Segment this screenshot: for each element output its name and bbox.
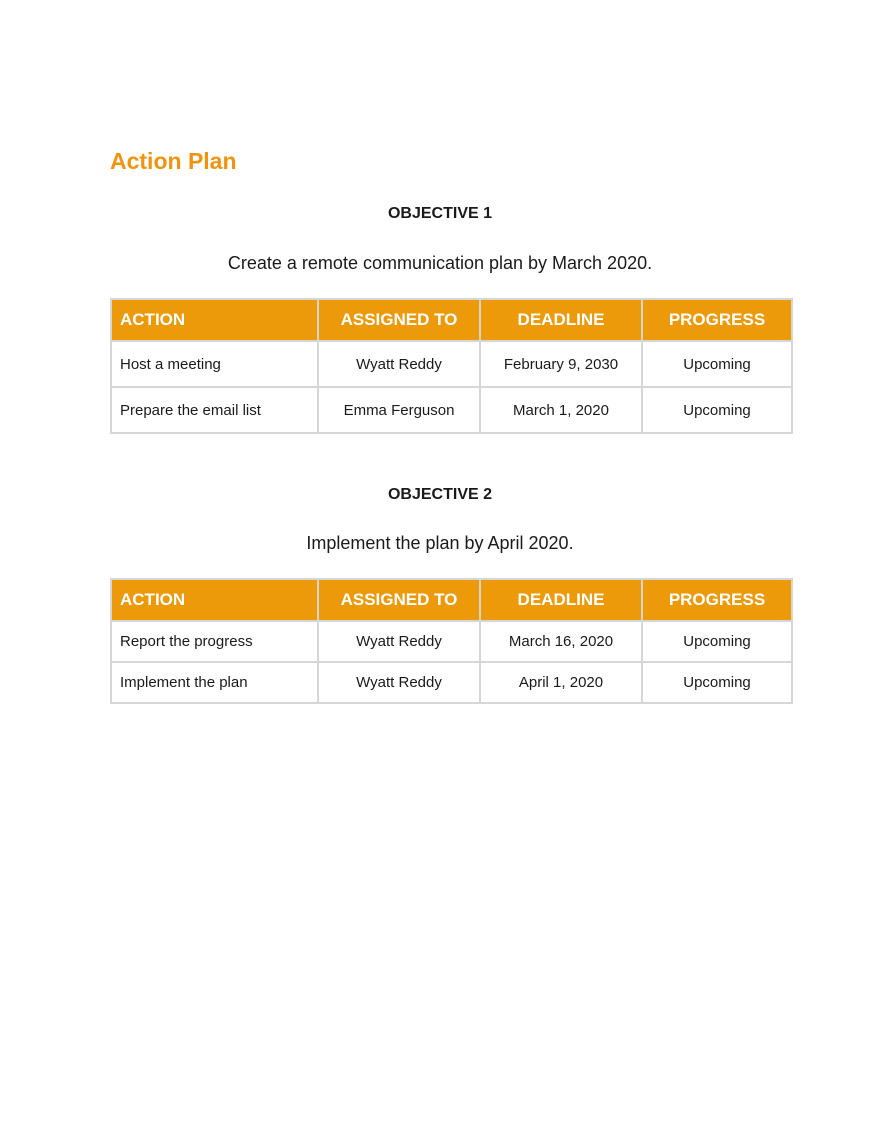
cell-progress: Upcoming [642, 387, 792, 433]
cell-deadline: February 9, 2030 [480, 341, 642, 387]
cell-deadline: April 1, 2020 [480, 662, 642, 703]
cell-assigned-to: Wyatt Reddy [318, 662, 480, 703]
header-assigned-to: ASSIGNED TO [318, 299, 480, 341]
header-action: ACTION [111, 579, 318, 621]
cell-assigned-to: Wyatt Reddy [318, 341, 480, 387]
page-title: Action Plan [110, 148, 237, 174]
cell-action: Implement the plan [111, 662, 318, 703]
objective-2-goal: Implement the plan by April 2020. [306, 533, 574, 553]
objective-1-table [110, 298, 793, 434]
cell-assigned-to: Emma Ferguson [318, 387, 480, 433]
cell-action: Report the progress [111, 621, 318, 662]
cell-progress: Upcoming [642, 341, 792, 387]
objective-1-goal: Create a remote communication plan by March 2020. [227, 253, 653, 273]
cell-assigned-to: Wyatt Reddy [318, 621, 480, 662]
table-header-row [111, 299, 792, 341]
cell-progress: Upcoming [642, 621, 792, 662]
cell-action: Prepare the email list [111, 387, 318, 433]
header-assigned-to: ASSIGNED TO [318, 579, 480, 621]
cell-progress: Upcoming [642, 662, 792, 703]
objective-2-heading: OBJECTIVE 2 [387, 486, 493, 503]
table-header-row [111, 579, 792, 621]
table-row [111, 662, 792, 703]
header-progress: PROGRESS [642, 579, 792, 621]
objective-1-heading: OBJECTIVE 1 [387, 205, 493, 222]
table-row [111, 387, 792, 433]
objective-2-table [110, 578, 793, 704]
cell-deadline: March 16, 2020 [480, 621, 642, 662]
cell-action: Host a meeting [111, 341, 318, 387]
cell-deadline: March 1, 2020 [480, 387, 642, 433]
table-row [111, 341, 792, 387]
table-row [111, 621, 792, 662]
header-deadline: DEADLINE [480, 299, 642, 341]
header-progress: PROGRESS [642, 299, 792, 341]
header-deadline: DEADLINE [480, 579, 642, 621]
header-action: ACTION [111, 299, 318, 341]
